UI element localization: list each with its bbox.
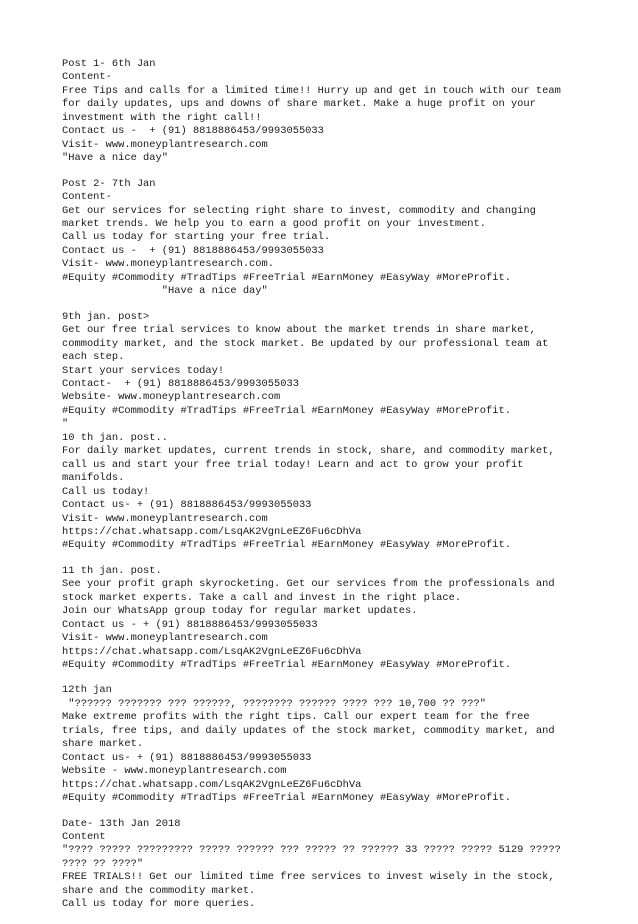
post-heading: 10 th jan. post.. xyxy=(62,431,169,444)
body-line: Free Tips and calls for a limited time!! Hurry up and get in touch with our team xyxy=(62,84,561,97)
body-line: stock market experts. Take a call and invest in the right place. xyxy=(62,591,462,604)
body-line: commodity market, and the stock market. Be updated by our professional team at xyxy=(62,337,549,350)
website-line: Visit- www.moneyplantresearch.com xyxy=(62,512,268,525)
post-heading: 9th jan. post> xyxy=(62,310,150,323)
post-block-jan-6 xyxy=(62,58,622,166)
website-line: Website- www.moneyplantresearch.com xyxy=(62,391,281,404)
quoted-headline-line: ???? ?? ????" xyxy=(62,857,144,870)
post-heading: 11 th jan. post. xyxy=(62,564,162,577)
body-line: share and the commodity market. xyxy=(62,884,256,897)
body-line: Call us today for starting your free trial. xyxy=(62,231,331,244)
content-label: Content- xyxy=(62,71,112,84)
post-block-jan-9-10 xyxy=(62,311,622,553)
whatsapp-link-line: https://chat.whatsapp.com/LsqAK2VgnLeEZ6Fu6cDhVa xyxy=(62,778,362,791)
body-line: Make extreme profits with the right tips. Call our expert team for the free xyxy=(62,711,530,724)
contact-line: Contact us - + (91) 8818886453/9993055033 xyxy=(62,125,324,138)
quoted-headline-line: "?????? ??????? ??? ??????, ???????? ?????? ???? ??? 10,700 ?? ???" xyxy=(62,697,487,710)
whatsapp-link-line: https://chat.whatsapp.com/LsqAK2VgnLeEZ6Fu6cDhVa xyxy=(62,525,362,538)
website-line: Visit- www.moneyplantresearch.com. xyxy=(62,258,275,271)
body-line: manifolds. xyxy=(62,472,125,485)
document-page xyxy=(62,58,622,924)
contact-line: Contact us- + (91) 8818886453/9993055033 xyxy=(62,499,312,512)
post-block-jan-7 xyxy=(62,178,622,299)
website-line: Visit- www.moneyplantresearch.com xyxy=(62,632,268,645)
body-line: market trends. We help you to earn a good profit on your investment. xyxy=(62,217,487,230)
post-block-jan-13 xyxy=(62,818,622,912)
website-line: Visit- www.moneyplantresearch.com xyxy=(62,138,268,151)
contact-line: Contact us - + (91) 8818886453/9993055033 xyxy=(62,618,318,631)
content-label: Content xyxy=(62,831,106,844)
body-line: For daily market updates, current trends in stock, share, and commodity market, xyxy=(62,445,555,458)
hashtags-line: #Equity #Commodity #TradTips #FreeTrial #EarnMoney #EasyWay #MoreProfit. xyxy=(62,659,511,672)
body-line: share market. xyxy=(62,738,144,751)
body-line: investment with the right call!! xyxy=(62,111,262,124)
body-line: call us and start your free trial today! Learn and act to grow your profit xyxy=(62,458,524,471)
content-label: Content- xyxy=(62,191,112,204)
hashtags-line: #Equity #Commodity #TradTips #FreeTrial #EarnMoney #EasyWay #MoreProfit. xyxy=(62,271,511,284)
body-line: Start your services today! xyxy=(62,364,225,377)
post-block-jan-11 xyxy=(62,565,622,673)
contact-line: Contact- + (91) 8818886453/9993055033 xyxy=(62,377,299,390)
body-line: each step. xyxy=(62,351,125,364)
post-block-jan-12 xyxy=(62,684,622,805)
body-line: Get our free trial services to know about the market trends in share market, xyxy=(62,324,536,337)
body-line: See your profit graph skyrocketing. Get our services from the professionals and xyxy=(62,578,555,591)
hashtags-line: #Equity #Commodity #TradTips #FreeTrial #EarnMoney #EasyWay #MoreProfit. xyxy=(62,539,511,552)
quote-mark-line: " xyxy=(62,418,69,431)
contact-line: Contact us - + (91) 8818886453/9993055033 xyxy=(62,244,324,257)
body-line: FREE TRIALS!! Get our limited time free services to invest wisely in the stock, xyxy=(62,871,555,884)
post-heading: Post 1- 6th Jan xyxy=(62,58,156,70)
post-heading: Date- 13th Jan 2018 xyxy=(62,817,181,830)
website-line: Website - www.moneyplantresearch.com xyxy=(62,765,287,778)
post-heading: 12th jan xyxy=(62,684,112,697)
signoff-line: "Have a nice day" xyxy=(62,152,169,165)
body-line: Join our WhatsApp group today for regular market updates. xyxy=(62,605,418,618)
quoted-headline-line: "???? ????? ????????? ????? ?????? ??? ????? ?? ?????? 33 ????? ????? 5129 ????? xyxy=(62,844,561,857)
post-heading: Post 2- 7th Jan xyxy=(62,177,156,190)
body-line: Call us today! xyxy=(62,485,150,498)
body-line: Call us today for more queries. xyxy=(62,898,256,911)
whatsapp-link-line: https://chat.whatsapp.com/LsqAK2VgnLeEZ6Fu6cDhVa xyxy=(62,645,362,658)
body-line: for daily updates, ups and downs of share market. Make a huge profit on your xyxy=(62,98,536,111)
signoff-line: "Have a nice day" xyxy=(62,285,268,298)
hashtags-line: #Equity #Commodity #TradTips #FreeTrial #EarnMoney #EasyWay #MoreProfit. xyxy=(62,792,511,805)
body-line: trials, free tips, and daily updates of the stock market, commodity market, and xyxy=(62,724,555,737)
contact-line: Contact us- + (91) 8818886453/9993055033 xyxy=(62,751,312,764)
body-line: Get our services for selecting right share to invest, commodity and changing xyxy=(62,204,536,217)
hashtags-line: #Equity #Commodity #TradTips #FreeTrial #EarnMoney #EasyWay #MoreProfit. xyxy=(62,404,511,417)
